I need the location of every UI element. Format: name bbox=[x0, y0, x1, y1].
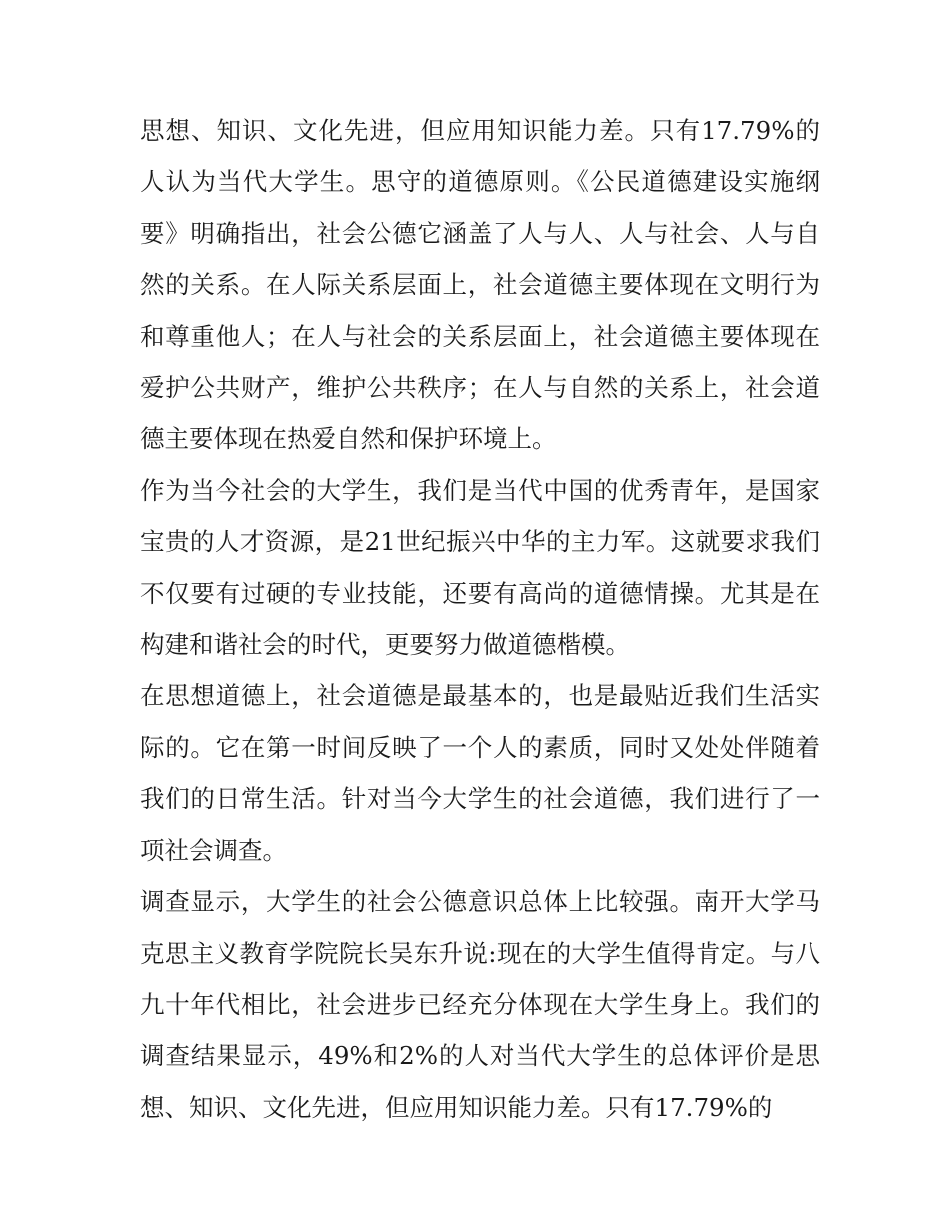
paragraph-3: 在思想道德上，社会道德是最基本的，也是最贴近我们生活实际的。它在第一时间反映了一个人的素质，同时又处处伴随着我们的日常生活。针对当今大学生的社会道德，我们进行了一项社会调查。 bbox=[140, 681, 820, 865]
paragraph-2: 作为当今社会的大学生，我们是当代中国的优秀青年，是国家宝贵的人才资源，是21世纪振兴中华的主力军。这就要求我们不仅要有过硬的专业技能，还要有高尚的道德情操。尤其是在构建和谐社会的时代，更要努力做道德楷模。 bbox=[140, 475, 820, 660]
document-body bbox=[140, 105, 820, 1133]
paragraph-4: 调查显示，大学生的社会公德意识总体上比较强。南开大学马克思主义教育学院院长吴东升说:现在的大学生值得肯定。与八九十年代相比，社会进步已经充分体现在大学生身上。我们的调查结果显示，49%和2%的人对当代大学生的总体评价是思想、知识、文化先进，但应用知识能力差。只有17.79%的 bbox=[140, 887, 820, 1122]
paragraph-1: 思想、知识、文化先进，但应用知识能力差。只有17.79%的人认为当代大学生。思守的道德原则。《公民道德建设实施纲要》明确指出，社会公德它涵盖了人与人、人与社会、人与自然的关系。在人际关系层面上，社会道德主要体现在文明行为和尊重他人；在人与社会的关系层面上，社会道德主要体现在爱护公共财产，维护公共秩序；在人与自然的关系上，社会道德主要体现在热爱自然和保护环境上。 bbox=[140, 116, 820, 454]
